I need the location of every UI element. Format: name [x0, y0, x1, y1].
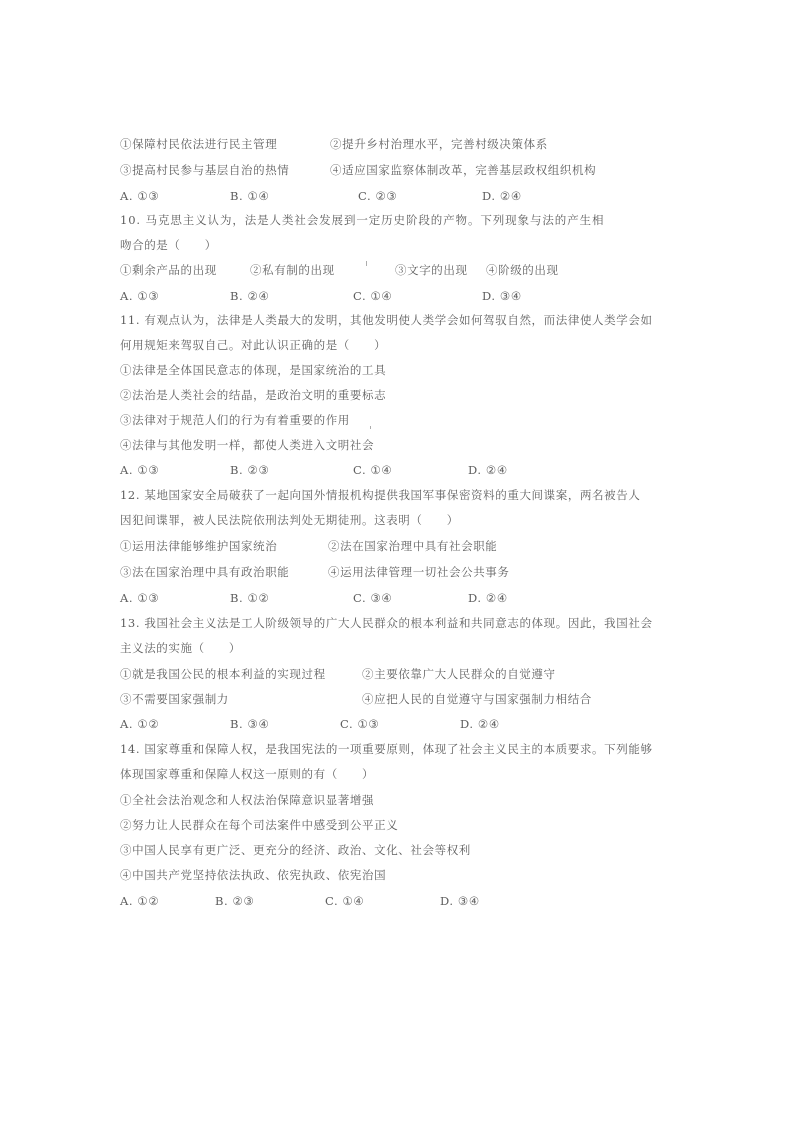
- q12-stem-line-1: 12. 某地国家安全局破获了一起向国外情报机构提供我国军事保密资料的重大间谍案，两名被告人: [120, 488, 641, 502]
- q10-stem-line-1: 10. 马克思主义认为，法是人类社会发展到一定历史阶段的产物。下列现象与法的产生相: [120, 213, 605, 227]
- q13-option-3: ③不需要国家强制力: [120, 692, 229, 706]
- q13-answer-b: B. ③④: [230, 717, 270, 731]
- q12-stem-line-2: 因犯间谍罪，被人民法院依刑法判处无期徒刑。这表明（ ）: [120, 513, 459, 527]
- q10-option-2: ②私有制的出现: [250, 263, 335, 277]
- q11-answer-d: D. ②④: [468, 463, 508, 477]
- q13-stem-line-2: 主义法的实施（ ）: [120, 641, 241, 655]
- q13-answer-d: D. ②④: [460, 717, 500, 731]
- q10-option-3: ③文字的出现: [395, 263, 468, 277]
- q14-answer-d: D. ③④: [440, 894, 480, 908]
- q11-stem-line-1: 11. 有观点认为，法律是人类最大的发明，其他发明使人类学会如何驾驭自然，而法律使人类学会如: [120, 313, 653, 327]
- q12-answer-b: B. ①②: [230, 591, 270, 605]
- q11-option-1: ①法律是全体国民意志的体现，是国家统治的工具: [120, 363, 387, 377]
- q13-answer-c: C. ①③: [340, 717, 380, 731]
- q14-option-1: ①全社会法治观念和人权法治保障意识显著增强: [120, 793, 375, 807]
- q13-option-2: ②主要依靠广大人民群众的自觉遵守: [362, 667, 556, 681]
- q11-answer-a: A. ①③: [120, 463, 160, 477]
- q9-answer-b: B. ①④: [230, 189, 270, 203]
- q12-option-1: ①运用法律能够维护国家统治: [120, 539, 278, 553]
- q12-answer-a: A. ①③: [120, 591, 160, 605]
- q14-answer-c: C. ①④: [325, 894, 365, 908]
- q9-option-4: ④适应国家监察体制改革，完善基层政权组织机构: [330, 163, 597, 177]
- q12-answer-d: D. ②④: [468, 591, 508, 605]
- q14-option-4: ④中国共产党坚持依法执政、依宪执政、依宪治国: [120, 868, 387, 882]
- q10-answer-b: B. ②④: [230, 289, 270, 303]
- q10-answer-c: C. ①④: [353, 289, 393, 303]
- q9-option-1: ①保障村民依法进行民主管理: [120, 137, 278, 151]
- q14-answer-a: A. ①②: [120, 894, 160, 908]
- q14-option-3: ③中国人民享有更广泛、更充分的经济、政治、文化、社会等权利: [120, 843, 471, 857]
- q9-answer-a: A. ①③: [120, 189, 160, 203]
- q10-answer-d: D. ③④: [482, 289, 522, 303]
- q11-option-4: ④法律与其他发明一样，都使人类进入文明社会: [120, 438, 375, 452]
- q13-option-1: ①就是我国公民的根本利益的实现过程: [120, 667, 326, 681]
- scan-speck: [366, 261, 367, 266]
- q12-option-4: ④运用法律管理一切社会公共事务: [328, 565, 510, 579]
- scan-speck: [370, 426, 371, 429]
- q9-answer-d: D. ②④: [482, 189, 522, 203]
- q10-option-1: ①剩余产品的出现: [120, 263, 217, 277]
- q12-option-2: ②法在国家治理中具有社会职能: [328, 539, 498, 553]
- q11-option-3: ③法律对于规范人们的行为有着重要的作用: [120, 413, 350, 427]
- q14-stem-line-2: 体现国家尊重和保障人权这一原则的有（ ）: [120, 767, 375, 781]
- q11-answer-c: C. ①④: [353, 463, 393, 477]
- q9-option-3: ③提高村民参与基层自治的热情: [120, 163, 290, 177]
- q9-answer-c: C. ②③: [358, 189, 398, 203]
- q11-stem-line-2: 何用规矩来驾驭自己。对此认识正确的是（ ）: [120, 338, 387, 352]
- q11-option-2: ②法治是人类社会的结晶，是政治文明的重要标志: [120, 388, 387, 402]
- q14-stem-line-1: 14. 国家尊重和保障人权，是我国宪法的一项重要原则，体现了社会主义民主的本质要求。下列能够: [120, 742, 653, 756]
- q10-answer-a: A. ①③: [120, 289, 160, 303]
- q14-option-2: ②努力让人民群众在每个司法案件中感受到公平正义: [120, 818, 399, 832]
- q9-option-2: ②提升乡村治理水平，完善村级决策体系: [330, 137, 548, 151]
- q12-option-3: ③法在国家治理中具有政治职能: [120, 565, 290, 579]
- q10-stem-line-2: 吻合的是（ ）: [120, 238, 217, 252]
- q11-answer-b: B. ②③: [230, 463, 270, 477]
- q13-stem-line-1: 13. 我国社会主义法是工人阶级领导的广大人民群众的根本利益和共同意志的体现。因此，我国社会: [120, 616, 653, 630]
- q10-option-4: ④阶级的出现: [486, 263, 559, 277]
- q13-answer-a: A. ①②: [120, 717, 160, 731]
- q12-answer-c: C. ③④: [353, 591, 393, 605]
- q14-answer-b: B. ②③: [215, 894, 255, 908]
- q13-option-4: ④应把人民的自觉遵守与国家强制力相结合: [362, 692, 592, 706]
